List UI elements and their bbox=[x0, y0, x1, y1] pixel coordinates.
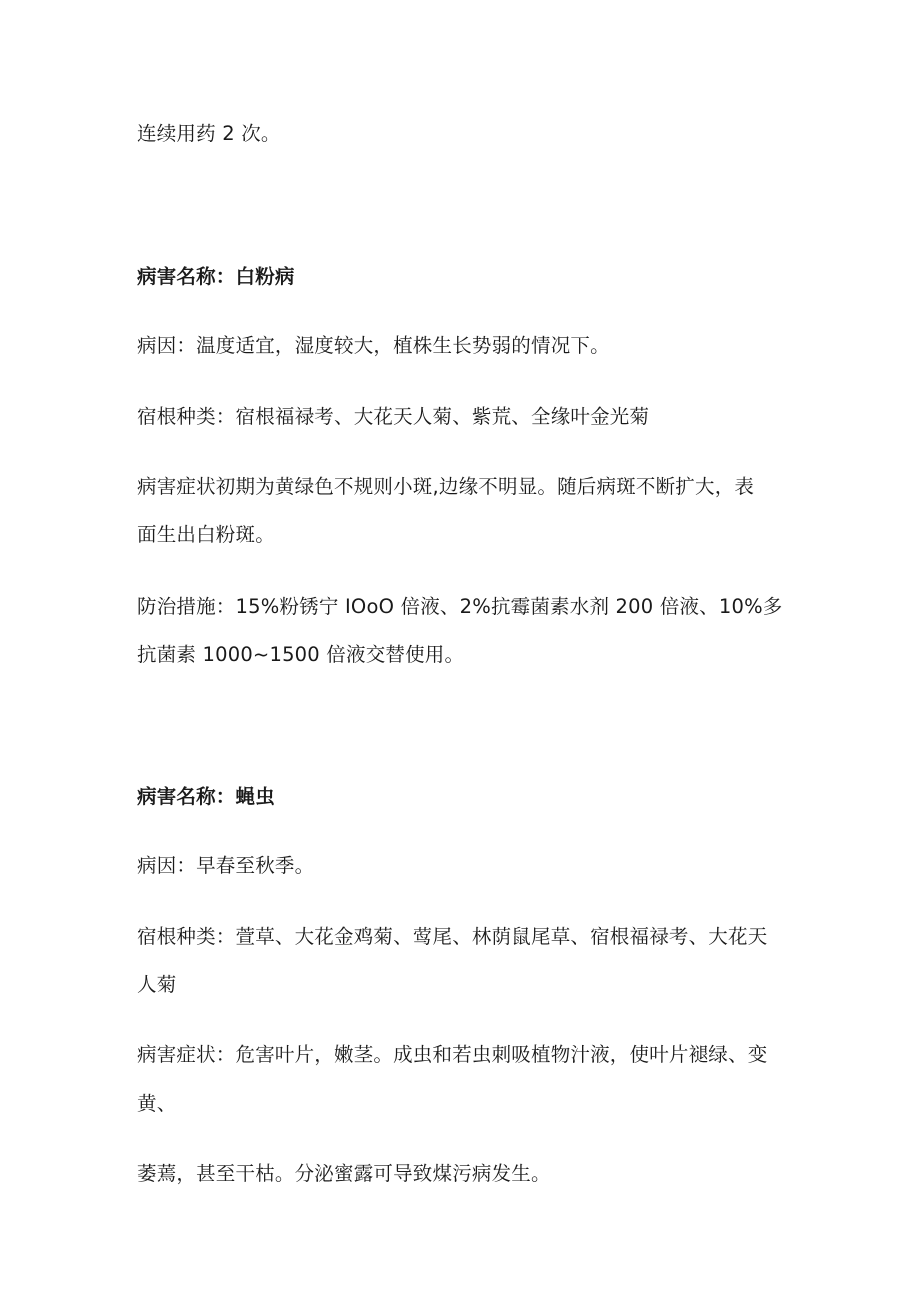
text-line-continuation: 连续用药 2 次。 bbox=[137, 122, 281, 145]
section-heading-aphid: 病害名称：蝇虫 bbox=[137, 785, 275, 808]
text-line-cause: 病因：温度适宜，湿度较大，植株生长势弱的情况下。 bbox=[137, 334, 610, 357]
text-line-symptoms-cont: 萎蔫，甚至干枯。分泌蜜露可导致煤污病发生。 bbox=[137, 1162, 551, 1185]
text-line-host-species: 宿根种类：宿根福禄考、大花天人菊、紫荒、全缘叶金光菊 bbox=[137, 405, 650, 428]
text-line-host-species-cont: 人菊 bbox=[137, 973, 177, 996]
text-line-host-species: 宿根种类：萱草、大花金鸡菊、莺尾、林荫鼠尾草、宿根福禄考、大花天 bbox=[137, 925, 768, 948]
text-line-symptoms: 病害症状：危害叶片，嫩茎。成虫和若虫刺吸植物汁液，使叶片褪绿、变 bbox=[137, 1043, 768, 1066]
section-heading-powdery-mildew: 病害名称：白粉病 bbox=[137, 265, 295, 288]
text-line-symptoms: 病害症状初期为黄绿色不规则小斑,边缘不明显。随后病斑不断扩大，表 bbox=[137, 475, 755, 498]
text-line-control: 防治措施：15%粉锈宁 IOoO 倍液、2%抗霉菌素水剂 200 倍液、10%多 bbox=[137, 595, 783, 618]
text-line-control-cont: 抗菌素 1000~1500 倍液交替使用。 bbox=[137, 643, 465, 666]
text-line-symptoms-cont: 面生出白粉斑。 bbox=[137, 523, 275, 546]
text-line-symptoms-cont: 黄、 bbox=[137, 1092, 177, 1115]
text-line-cause: 病因：早春至秋季。 bbox=[137, 854, 315, 877]
